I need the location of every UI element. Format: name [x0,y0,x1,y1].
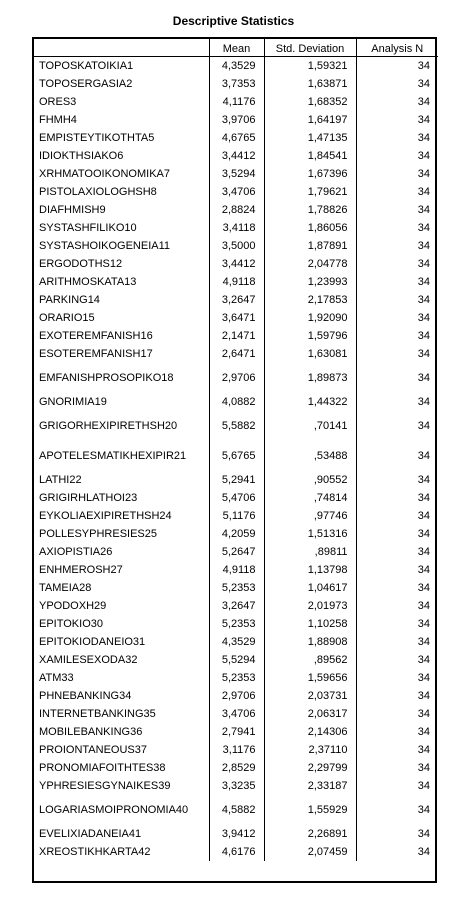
variable-name-cell: TOPOSERGASIA2 [33,75,209,93]
analysis-n-cell: 34 [417,222,430,234]
table-row [33,633,438,651]
analysis-n-cell: 34 [417,132,430,144]
table-row [33,219,438,237]
variable-name-cell: TAMEIA28 [33,579,209,597]
std-deviation-cell: 1,68352 [264,93,356,111]
table-row [33,111,438,129]
table-row [33,669,438,687]
analysis-n-cell: 34 [417,372,430,384]
std-deviation-cell: 2,04778 [264,255,356,273]
mean-cell: 2,7941 [209,723,264,741]
variable-name-cell: PISTOLAXIOLOGHSH8 [33,183,209,201]
table-row [33,597,438,615]
analysis-n-cell: 34 [417,294,430,306]
std-deviation-cell: 1,13798 [264,561,356,579]
variable-name-cell: PARKING14 [33,291,209,309]
analysis-n-cell: 34 [417,846,430,858]
analysis-n-cell: 34 [417,804,430,816]
variable-name-cell: FHMH4 [33,111,209,129]
variable-name-cell: GNORIMIA19 [33,393,209,411]
std-deviation-cell: 1,78826 [264,201,356,219]
variable-name-cell: PROIONTANEOUS37 [33,741,209,759]
analysis-n-cell: 34 [417,396,430,408]
variable-name-cell: EMPISTEYTIKOTHTA5 [33,129,209,147]
table-row [33,147,438,165]
analysis-n-cell: 34 [417,762,430,774]
mean-cell: 5,5882 [209,411,264,441]
mean-cell: 5,2353 [209,615,264,633]
variable-name-cell: EVELIXIADANEIA41 [33,825,209,843]
table-row [33,57,438,76]
std-deviation-cell: 2,01973 [264,597,356,615]
mean-cell: 3,4412 [209,147,264,165]
analysis-n-cell: 34 [417,636,430,648]
table-row [33,759,438,777]
analysis-n-cell: 34 [417,150,430,162]
mean-cell: 2,9706 [209,363,264,393]
mean-cell: 3,4706 [209,183,264,201]
mean-cell: 4,3529 [209,57,264,76]
table-row [33,705,438,723]
mean-cell: 5,2941 [209,471,264,489]
variable-name-cell: INTERNETBANKING35 [33,705,209,723]
analysis-n-cell: 34 [417,240,430,252]
table-row [33,201,438,219]
variable-name-cell: SYSTASHFILIKO10 [33,219,209,237]
std-deviation-cell: 1,63081 [264,345,356,363]
std-deviation-cell: ,89562 [264,651,356,669]
table-row [33,165,438,183]
header-analysis-n: Analysis N [356,38,438,57]
analysis-n-cell: 34 [417,258,430,270]
mean-cell: 2,1471 [209,327,264,345]
table-row [33,255,438,273]
variable-name-cell: GRIGORHEXIPIRETHSH20 [33,411,209,441]
std-deviation-cell: 1,86056 [264,219,356,237]
variable-name-cell: GRIGIRHLATHOI23 [33,489,209,507]
mean-cell: 2,9706 [209,687,264,705]
variable-name-cell: XAMILESEXODA32 [33,651,209,669]
variable-name-cell: EXOTEREMFANISH16 [33,327,209,345]
std-deviation-cell: 2,03731 [264,687,356,705]
variable-name-cell: ATM33 [33,669,209,687]
std-deviation-cell: 1,89873 [264,363,356,393]
table-row [33,345,438,363]
mean-cell: 3,1176 [209,741,264,759]
variable-name-cell: EPITOKIO30 [33,615,209,633]
variable-name-cell: APOTELESMATIKHEXIPIR21 [33,441,209,471]
std-deviation-cell: 2,14306 [264,723,356,741]
variable-name-cell: POLLESYPHRESIES25 [33,525,209,543]
table-row [33,651,438,669]
table-row [33,795,438,825]
table-row [33,687,438,705]
table-title: Descriptive Statistics [172,14,295,28]
mean-cell: 4,1176 [209,93,264,111]
variable-name-cell: ESOTEREMFANISH17 [33,345,209,363]
std-deviation-cell: 1,04617 [264,579,356,597]
std-deviation-cell: ,97746 [264,507,356,525]
analysis-n-cell: 34 [417,828,430,840]
mean-cell: 3,4706 [209,705,264,723]
std-deviation-cell: 1,51316 [264,525,356,543]
analysis-n-cell: 34 [417,780,430,792]
variable-name-cell: DIAFHMISH9 [33,201,209,219]
mean-cell: 2,8529 [209,759,264,777]
table-row [33,273,438,291]
descriptive-statistics-table [33,38,438,861]
mean-cell: 5,2353 [209,669,264,687]
variable-name-cell: XREOSTIKHKARTA42 [33,843,209,861]
mean-cell: 5,4706 [209,489,264,507]
std-deviation-cell: 1,67396 [264,165,356,183]
table-row [33,489,438,507]
table-row [33,507,438,525]
std-deviation-cell: 1,87891 [264,237,356,255]
variable-name-cell: EPITOKIODANEIO31 [33,633,209,651]
variable-name-cell: LOGARIASMOIPRONOMIA40 [33,795,209,825]
mean-cell: 3,5294 [209,165,264,183]
std-deviation-cell: 2,17853 [264,291,356,309]
std-deviation-cell: 1,84541 [264,147,356,165]
mean-cell: 5,1176 [209,507,264,525]
variable-name-cell: ENHMEROSH27 [33,561,209,579]
variable-name-cell: ERGODOTHS12 [33,255,209,273]
std-deviation-cell: 1,64197 [264,111,356,129]
mean-cell: 4,9118 [209,561,264,579]
std-deviation-cell: 1,63871 [264,75,356,93]
table-row [33,93,438,111]
table-row [33,471,438,489]
analysis-n-cell: 34 [417,420,430,432]
analysis-n-cell: 34 [417,168,430,180]
analysis-n-cell: 34 [417,564,430,576]
std-deviation-cell: 2,29799 [264,759,356,777]
variable-name-cell: SYSTASHOIKOGENEIA11 [33,237,209,255]
std-deviation-cell: 2,37110 [264,741,356,759]
variable-name-cell: AXIOPISTIA26 [33,543,209,561]
mean-cell: 5,5294 [209,651,264,669]
analysis-n-cell: 34 [417,330,430,342]
variable-name-cell: TOPOSKATOIKIA1 [33,57,209,76]
mean-cell: 2,6471 [209,345,264,363]
table-row [33,309,438,327]
mean-cell: 4,0882 [209,393,264,411]
header-variable [33,38,209,57]
analysis-n-cell: 34 [417,60,430,72]
analysis-n-cell: 34 [417,618,430,630]
analysis-n-cell: 34 [417,546,430,558]
mean-cell: 3,7353 [209,75,264,93]
variable-name-cell: EMFANISHPROSOPIKO18 [33,363,209,393]
variable-name-cell: ARITHMOSKATA13 [33,273,209,291]
mean-cell: 4,2059 [209,525,264,543]
analysis-n-cell: 34 [417,96,430,108]
std-deviation-cell: 2,26891 [264,825,356,843]
table-row [33,723,438,741]
analysis-n-cell: 34 [417,744,430,756]
table-row [33,579,438,597]
std-deviation-cell: 1,59796 [264,327,356,345]
mean-cell: 5,2647 [209,543,264,561]
mean-cell: 4,6765 [209,129,264,147]
table-row [33,327,438,345]
mean-cell: 4,3529 [209,633,264,651]
header-mean: Mean [209,38,264,57]
table-row [33,441,438,471]
std-deviation-cell: 1,55929 [264,795,356,825]
analysis-n-cell: 34 [417,726,430,738]
std-deviation-cell: ,74814 [264,489,356,507]
analysis-n-cell: 34 [417,78,430,90]
analysis-n-cell: 34 [417,114,430,126]
std-deviation-cell: 1,47135 [264,129,356,147]
std-deviation-cell: 2,06317 [264,705,356,723]
mean-cell: 2,8824 [209,201,264,219]
variable-name-cell: XRHMATOOIKONOMIKA7 [33,165,209,183]
table-row [33,825,438,843]
analysis-n-cell: 34 [417,510,430,522]
std-deviation-cell: ,89811 [264,543,356,561]
mean-cell: 5,6765 [209,441,264,471]
mean-cell: 3,9706 [209,111,264,129]
table-row [33,543,438,561]
analysis-n-cell: 34 [417,474,430,486]
variable-name-cell: EYKOLIAEXIPIRETHSH24 [33,507,209,525]
analysis-n-cell: 34 [417,654,430,666]
mean-cell: 3,6471 [209,309,264,327]
std-deviation-cell: ,70141 [264,411,356,441]
std-deviation-cell: ,53488 [264,441,356,471]
std-deviation-cell: 1,44322 [264,393,356,411]
variable-name-cell: PHNEBANKING34 [33,687,209,705]
analysis-n-cell: 34 [417,672,430,684]
analysis-n-cell: 34 [417,600,430,612]
analysis-n-cell: 34 [417,348,430,360]
variable-name-cell: ORES3 [33,93,209,111]
table-row [33,291,438,309]
table-row [33,393,438,411]
table-row [33,129,438,147]
table-row [33,183,438,201]
mean-cell: 4,5882 [209,795,264,825]
std-deviation-cell: 1,23993 [264,273,356,291]
variable-name-cell: PRONOMIAFOITHTES38 [33,759,209,777]
variable-name-cell: LATHI22 [33,471,209,489]
analysis-n-cell: 34 [417,276,430,288]
mean-cell: 3,5000 [209,237,264,255]
std-deviation-cell: 1,88908 [264,633,356,651]
std-deviation-cell: 2,33187 [264,777,356,795]
table-row [33,411,438,441]
mean-cell: 3,9412 [209,825,264,843]
std-deviation-cell: 1,10258 [264,615,356,633]
table-row [33,363,438,393]
analysis-n-cell: 34 [417,204,430,216]
variable-name-cell: ORARIO15 [33,309,209,327]
table-row [33,561,438,579]
mean-cell: 3,4412 [209,255,264,273]
std-deviation-cell: 2,07459 [264,843,356,861]
std-deviation-cell: 1,59656 [264,669,356,687]
analysis-n-cell: 34 [417,582,430,594]
analysis-n-cell: 34 [417,690,430,702]
std-deviation-cell: ,90552 [264,471,356,489]
table-row [33,615,438,633]
analysis-n-cell: 34 [417,312,430,324]
variable-name-cell: MOBILEBANKING36 [33,723,209,741]
table-row [33,75,438,93]
analysis-n-cell: 34 [417,528,430,540]
variable-name-cell: YPHRESIESGYNAIKES39 [33,777,209,795]
analysis-n-cell: 34 [417,450,430,462]
mean-cell: 3,2647 [209,291,264,309]
analysis-n-cell: 34 [417,708,430,720]
std-deviation-cell: 1,79621 [264,183,356,201]
mean-cell: 5,2353 [209,579,264,597]
mean-cell: 3,2647 [209,597,264,615]
table-row [33,237,438,255]
std-deviation-cell: 1,92090 [264,309,356,327]
analysis-n-cell: 34 [417,186,430,198]
header-row [33,38,438,57]
variable-name-cell: YPODOXH29 [33,597,209,615]
table-row [33,741,438,759]
variable-name-cell: IDIOKTHSIAKO6 [33,147,209,165]
analysis-n-cell: 34 [417,492,430,504]
header-std-deviation: Std. Deviation [264,38,356,57]
std-deviation-cell: 1,59321 [264,57,356,76]
mean-cell: 3,4118 [209,219,264,237]
mean-cell: 4,9118 [209,273,264,291]
table-row [33,777,438,795]
table-body [33,57,438,862]
mean-cell: 4,6176 [209,843,264,861]
mean-cell: 3,3235 [209,777,264,795]
table-row [33,843,438,861]
table-row [33,525,438,543]
